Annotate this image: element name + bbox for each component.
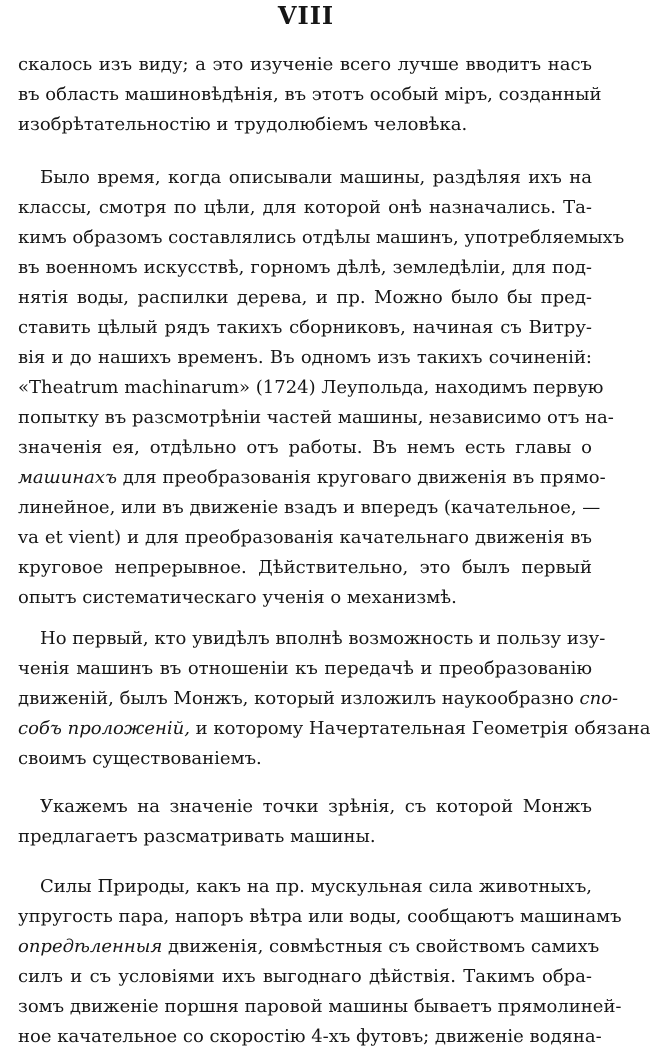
text-line: значенія ея, отдѣльно отъ работы. Въ немъ есть главы о — [18, 437, 592, 458]
text-line: въ область машиновѣдѣнія, въ этотъ особый міръ, созданный — [18, 84, 602, 105]
text-line: упругость пара, напоръ вѣтра или воды, сообщаютъ машинамъ — [18, 906, 622, 927]
text-line: классы, смотря по цѣли, для которой онѣ назначались. Та- — [18, 197, 592, 218]
text-line: «Theatrum machinarum» (1724) Леупольда, находимъ первую — [18, 377, 604, 398]
text-span: Было время, когда описывали машины, раздѣляя ихъ на — [40, 167, 592, 188]
text-line: va et vient) и для преобразованія качательнаго движенія въ — [18, 527, 592, 548]
text-line: ставить цѣлый рядъ такихъ сборниковъ, начиная съ Витру- — [18, 317, 592, 338]
text-line: изобрѣтательностію и трудолюбіемъ человѣка. — [18, 114, 468, 135]
text-span: движеній, былъ Монжъ, который изложилъ наукообразно — [18, 688, 580, 709]
italic-term: спо- — [579, 688, 619, 709]
text-line — [18, 932, 600, 962]
text-line: нятія воды, распилки дерева, и пр. Можно было бы пред- — [18, 287, 592, 308]
text-line: зомъ движеніе поршня паровой машины бываетъ прямолиней- — [18, 996, 622, 1017]
text-span: Укажемъ на значеніе точки зрѣнія, съ которой Монжъ — [40, 796, 592, 817]
text-span: Силы Природы, какъ на пр. мускульная сила животныхъ, — [40, 876, 592, 897]
text-line: своимъ существованіемъ. — [18, 748, 262, 769]
text-line — [18, 872, 592, 902]
text-line: круговое непрерывное. Дѣйствительно, это былъ первый — [18, 557, 592, 578]
text-line: попытку въ разсмотрѣніи частей машины, независимо отъ на- — [18, 407, 614, 428]
text-span: и которому Начертательная Геометрія обязана — [189, 718, 650, 739]
text-line: силъ и съ условіями ихъ выгоднаго дѣйствія. Такимъ обра- — [18, 966, 592, 987]
text-span: для преобразованія круговаго движенія въ прямо- — [117, 467, 606, 488]
text-line — [18, 624, 606, 654]
text-line: опытъ систематическаго ученія о механизмѣ. — [18, 587, 457, 608]
text-line: кимъ образомъ составлялись отдѣлы машинъ, употребляемыхъ — [18, 227, 625, 248]
text-line: предлагаетъ разсматривать машины. — [18, 826, 376, 847]
paragraph-2 — [18, 163, 625, 613]
text-line — [18, 714, 650, 744]
italic-term: опредѣленныя — [18, 936, 163, 957]
text-line: въ военномъ искусствѣ, горномъ дѣлѣ, земледѣліи, для под- — [18, 257, 592, 278]
text-line: вія и до нашихъ временъ. Въ одномъ изъ такихъ сочиненій: — [18, 347, 592, 368]
text-line — [18, 792, 592, 822]
text-line: линейное, или въ движеніе взадъ и впередъ (качательное, — — [18, 497, 601, 518]
paragraph-1 — [18, 50, 602, 140]
page-number: VIII — [277, 1, 335, 30]
text-span: движенія, совмѣстныя съ свойствомъ самихъ — [162, 936, 600, 957]
paragraph-4 — [18, 792, 592, 852]
paragraph-3 — [18, 624, 650, 774]
text-line: ченія машинъ въ отношеніи къ передачѣ и преобразованію — [18, 658, 592, 679]
text-line: ное качательное со скоростію 4-хъ футовъ; движеніе водяна- — [18, 1026, 602, 1047]
text-span: Но первый, кто увидѣлъ вполнѣ возможность и пользу изу- — [40, 628, 606, 649]
text-line — [18, 463, 606, 493]
italic-term: машинахъ — [18, 467, 118, 488]
paragraph-5 — [18, 872, 622, 1052]
italic-term: собъ проложеній, — [18, 718, 190, 739]
text-line — [18, 684, 619, 714]
text-line — [18, 163, 592, 193]
text-line: скалось изъ виду; а это изученіе всего лучше вводитъ насъ — [18, 54, 592, 75]
